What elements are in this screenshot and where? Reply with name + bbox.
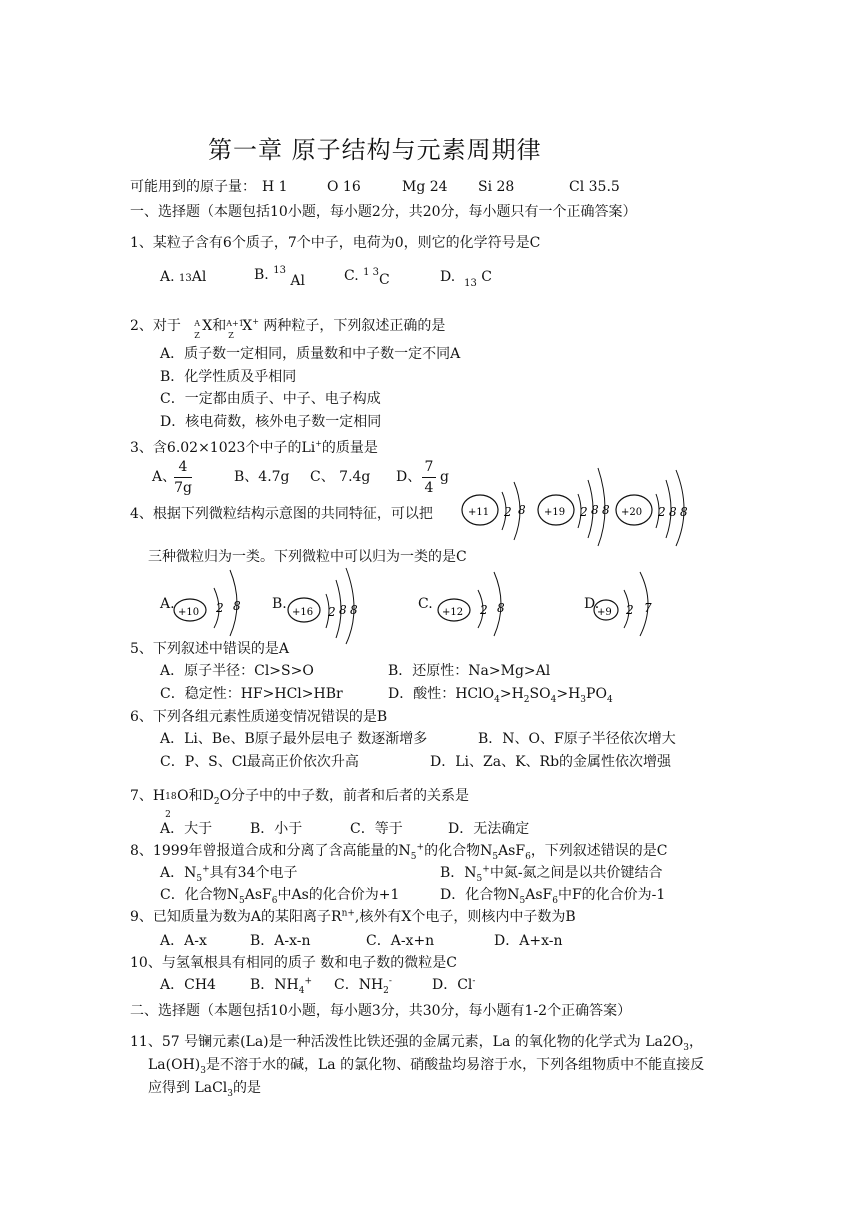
q4-stem-b: 三种微粒归为一类。下列微粒中可以归为一类的是C xyxy=(148,549,467,565)
q6-option-d: D．Li、Za、K、Rb的金属性依次增强 xyxy=(430,754,672,770)
shell-electrons-1: 2 xyxy=(328,605,336,619)
q5-option-d: D．酸性：$HClO_4>H_2SO_4>H_3PO_4$ xyxy=(388,686,613,705)
q8-option-d: D．化合物$N_5AsF_6$中F的化合价为-1 xyxy=(440,887,666,906)
q3-option-c: C、 7.4g xyxy=(310,469,371,485)
q2-option-d: D．核电荷数，核外电子数一定相同 xyxy=(160,414,382,430)
q4-stem-a: 4、根据下列微粒结构示意图的共同特征，可以把 xyxy=(130,506,433,522)
q4-option-d-label: D. xyxy=(584,596,600,612)
q8-option-c: C．化合物$N_5AsF_6$中As的化合价为+1 xyxy=(160,887,400,906)
q7-option-c: C．等于 xyxy=(350,821,403,837)
q8-option-a: A．$N_5^+$具有34个电子 xyxy=(160,864,298,884)
q3-option-a-fraction: 4 7g xyxy=(174,459,192,496)
q3-option-d-fraction: 7 4 xyxy=(422,458,436,497)
atom-diagram-option-a xyxy=(170,568,250,638)
q5-option-b: B．还原性：Na>Mg>Al xyxy=(388,663,551,679)
q2-option-c: C．一定都由质子、中子、电子构成 xyxy=(160,391,381,407)
atom-diagram-na xyxy=(458,478,530,548)
shell-electrons-1: 2 xyxy=(504,505,512,519)
q2-option-a: A．质子数一定相同，质量数和中子数一定不同A xyxy=(160,346,461,362)
q1-option-c: C. $^{1 3}$C xyxy=(344,267,390,288)
atomic-mass-si: Si 28 xyxy=(478,179,515,195)
q6-option-a: A．Li、Be、B原子最外层电子 数逐渐增多 xyxy=(160,731,428,747)
q3-option-d-label: D、 xyxy=(396,469,422,485)
q11-line-3: 应得到 LaCl$_3$的是 xyxy=(148,1080,262,1099)
q6-stem: 6、下列各组元素性质递变情况错误的是B xyxy=(130,709,388,725)
atom-diagram-option-c xyxy=(432,570,508,640)
shell-electrons-1: 2 xyxy=(626,603,634,617)
shell-electrons-2: 8 xyxy=(669,505,677,519)
q3-stem: 3、含6.02×1023个中子的Li+的质量是 xyxy=(130,439,378,456)
q10-option-d: D．Cl- xyxy=(432,976,476,993)
q6-option-b: B．N、O、F原子半径依次增大 xyxy=(478,731,676,747)
atomic-mass-label: 可能用到的原子量： xyxy=(130,179,256,195)
shell-electrons-2: 7 xyxy=(644,601,652,615)
shell-electrons-2: 8 xyxy=(497,601,505,615)
q5-stem: 5、下列叙述中错误的是A xyxy=(130,641,290,657)
q1-option-d: D. $_{13}$ C xyxy=(440,269,492,289)
shell-electrons-2: 8 xyxy=(591,503,599,517)
shell-electrons-2: 8 xyxy=(233,599,241,613)
q9-option-c: C．A-x+n xyxy=(366,933,435,949)
atom-diagram-k xyxy=(536,466,616,548)
atomic-mass-cl: Cl 35.5 xyxy=(569,179,620,195)
q9-option-d: D．A+x-n xyxy=(494,933,563,949)
nucleus-charge: +11 xyxy=(468,507,490,518)
atomic-mass-h: H 1 xyxy=(262,179,288,195)
q4-option-a-label: A. xyxy=(160,596,175,612)
shell-electrons-1: 2 xyxy=(658,505,666,519)
shell-electrons-3: 8 xyxy=(680,505,688,519)
nucleus-charge: +19 xyxy=(544,507,566,518)
atom-diagram-ca xyxy=(614,470,700,548)
nucleus-charge: +9 xyxy=(597,607,612,618)
q10-option-b: B．$NH_4^+$ xyxy=(250,976,313,996)
shell-electrons-3: 8 xyxy=(350,603,358,617)
q2-option-b: B．化学性质及乎相同 xyxy=(160,369,297,385)
q7-option-d: D．无法确定 xyxy=(448,821,530,837)
q2-stem: 2、对于 A Z X和 A+1 Z X+ 两种粒子，下列叙述正确的是 xyxy=(130,317,446,340)
shell-electrons-1: 2 xyxy=(216,601,224,615)
q10-stem: 10、与氢氧根具有相同的质子 数和电子数的微粒是C xyxy=(130,955,457,971)
q3-option-b: B、4.7g xyxy=(234,469,290,485)
section-2-heading: 二、选择题（本题包括10小题，每小题3分，共30分，每小题有1-2个正确答案） xyxy=(130,1003,632,1019)
q11-line-2: $La(OH)_3$是不溶于水的碱，La 的氯化物、硝酸盐均易溶于水，下列各组物质中不能直接反 xyxy=(148,1057,705,1076)
shell-electrons-3: 8 xyxy=(602,503,610,517)
q3-option-d-unit: g xyxy=(440,469,449,485)
shell-electrons-1: 2 xyxy=(480,603,488,617)
q1-option-a: A. 13Al xyxy=(160,269,207,285)
q5-option-c: C．稳定性：HF>HCl>HBr xyxy=(160,686,343,702)
q11-line-1: 11、57 号镧元素(La)是一种活泼性比铁还强的金属元素，La 的氧化物的化学式为 $La2O_3$， xyxy=(130,1034,703,1053)
q7-stem: 7、H 18 2 O和$D_2O$分子中的中子数，前者和后者的关系是 xyxy=(130,788,470,820)
q7-option-a: A．大于 xyxy=(160,821,213,837)
q3-option-a-label: A、 xyxy=(152,469,177,485)
shell-electrons-1: 2 xyxy=(580,505,588,519)
nucleus-charge: +16 xyxy=(292,607,314,618)
q5-option-a: A．原子半径：Cl>S>O xyxy=(160,663,314,679)
q8-option-b: B．$N_5^+$中氮-氮之间是以共价键结合 xyxy=(440,864,663,884)
q6-option-c: C．P、S、Cl最高正价依次升高 xyxy=(160,754,359,770)
q4-option-b-label: B. xyxy=(272,596,287,612)
atom-diagram-option-b xyxy=(284,568,366,644)
shell-electrons-2: 8 xyxy=(339,603,347,617)
nucleus-charge: +10 xyxy=(178,607,200,618)
q8-stem: 8、1999年曾报道合成和分离了含高能量的$N_5^+$的化合物$N_5AsF_6$，下列叙述错误的是C xyxy=(130,842,668,862)
q9-stem: 9、已知质量为数为A的某阳离子$R^{n+}$,核外有X个电子，则核内中子数为B xyxy=(130,908,576,925)
q9-option-b: B．A-x-n xyxy=(250,933,311,949)
q1-option-b: B. $^{13}$ Al xyxy=(254,265,305,289)
q9-option-a: A．A-x xyxy=(160,933,207,949)
atomic-mass-mg: Mg 24 xyxy=(402,179,448,195)
q1-stem: 1、某粒子含有6个质子，7个中子，电荷为0，则它的化学符号是C xyxy=(130,235,541,251)
q10-option-c: C．$NH_2^-$ xyxy=(334,976,392,996)
q7-option-b: B．小于 xyxy=(250,821,303,837)
section-1-heading: 一、选择题（本题包括10小题，每小题2分，共20分，每小题只有一个正确答案） xyxy=(130,204,637,220)
atomic-mass-o: O 16 xyxy=(327,179,361,195)
q10-option-a: A．CH4 xyxy=(160,977,216,993)
q4-option-c-label: C. xyxy=(418,596,433,612)
page-title: 第一章 原子结构与元素周期律 xyxy=(208,136,542,164)
atom-diagram-option-d xyxy=(592,570,664,640)
nucleus-charge: +12 xyxy=(442,607,464,618)
nucleus-charge: +20 xyxy=(621,507,643,518)
shell-electrons-2: 8 xyxy=(518,503,526,517)
